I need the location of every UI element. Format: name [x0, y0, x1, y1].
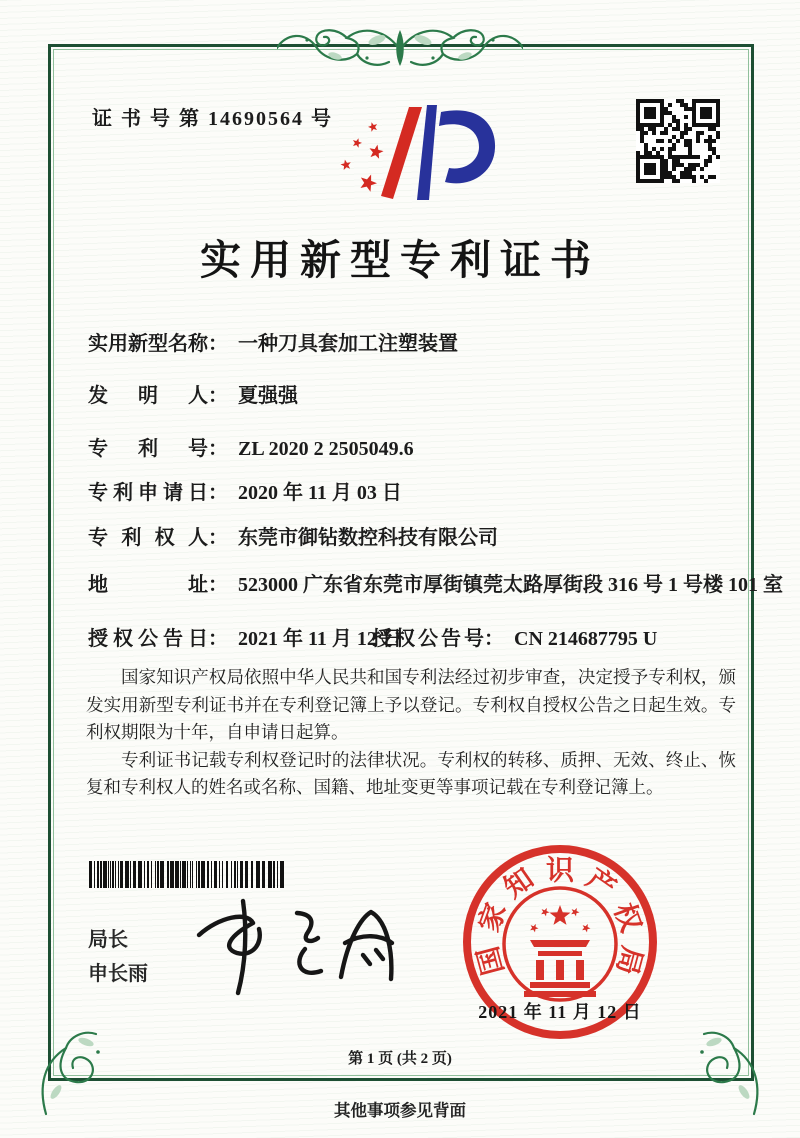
field-value: ZL 2020 2 2505049.6	[238, 438, 414, 460]
field-label: 专利号	[88, 438, 208, 460]
field-value: 一种刀具套加工注塑装置	[238, 333, 458, 355]
legal-paragraph-1: 国家知识产权局依照中华人民共和国专利法经过初步审查，决定授予专利权，颁发实用新型专利证书并在专利登记簿上予以登记。专利权自授权公告之日起生效。专利权期限为十年，自申请日起算。	[86, 667, 736, 742]
svg-text:产: 产	[580, 863, 622, 905]
field-label: 专利申请日	[88, 482, 208, 504]
field-inventor	[88, 383, 298, 410]
barcode-icon	[88, 861, 294, 888]
page-number: 第 1 页 (共 2 页)	[348, 1051, 452, 1067]
colon: ：	[208, 438, 228, 460]
colon: ：	[208, 628, 228, 650]
seal-date: 2021 年 11 月 12 日	[478, 1002, 642, 1022]
certificate-number: 证 书 号 第 14690564 号	[92, 108, 333, 130]
svg-text:知: 知	[498, 863, 540, 905]
svg-text:国: 国	[472, 942, 511, 978]
top-flourish-ornament-icon	[277, 14, 523, 74]
field-label: 授权公告号	[372, 628, 484, 650]
colon: ：	[208, 385, 228, 407]
signer-name: 申长雨	[88, 963, 148, 985]
svg-text:权: 权	[607, 899, 647, 937]
handwritten-signature-icon	[185, 893, 405, 1001]
legal-text	[86, 664, 736, 802]
cnipa-patent-logo-icon	[333, 96, 515, 208]
field-patentee	[88, 525, 498, 552]
field-label: 发明人	[88, 385, 208, 407]
field-label: 专利权人	[88, 527, 208, 549]
field-label: 授权公告日	[88, 628, 208, 650]
field-utility-model-name	[88, 331, 458, 358]
qr-code-icon	[636, 99, 720, 183]
signer-title: 局长	[88, 929, 128, 951]
svg-text:家: 家	[473, 899, 513, 937]
field-grant-number	[372, 626, 657, 653]
colon: ：	[484, 628, 504, 650]
colon: ：	[208, 574, 228, 596]
legal-paragraph-2: 专利证书记载专利权登记时的法律状况。专利权的转移、质押、无效、终止、恢复和专利权人的姓名或名称、国籍、地址变更等事项记载在专利登记簿上。	[86, 749, 736, 797]
colon: ：	[208, 333, 228, 355]
svg-text:局: 局	[609, 942, 648, 978]
field-value: 2021 年 11 月 12 日	[238, 628, 402, 650]
colon: ：	[208, 527, 228, 549]
svg-text:识: 识	[545, 855, 575, 887]
field-value: 2020 年 11 月 03 日	[238, 482, 402, 504]
field-grant-row	[88, 626, 748, 653]
field-address	[88, 572, 783, 599]
certificate-title: 实用新型专利证书	[200, 237, 600, 283]
field-patent-number	[88, 436, 414, 463]
field-value: 东莞市御钻数控科技有限公司	[238, 527, 498, 549]
colon: ：	[208, 482, 228, 504]
field-value: CN 214687795 U	[514, 628, 658, 650]
field-value: 523000 广东省东莞市厚街镇莞太路厚街段 316 号 1 号楼 101 室	[238, 574, 783, 596]
field-label: 地址	[88, 574, 208, 596]
field-label: 实用新型名称	[88, 333, 208, 355]
field-value: 夏强强	[238, 385, 298, 407]
back-side-note: 其他事项参见背面	[334, 1101, 466, 1120]
field-application-date	[88, 480, 402, 507]
